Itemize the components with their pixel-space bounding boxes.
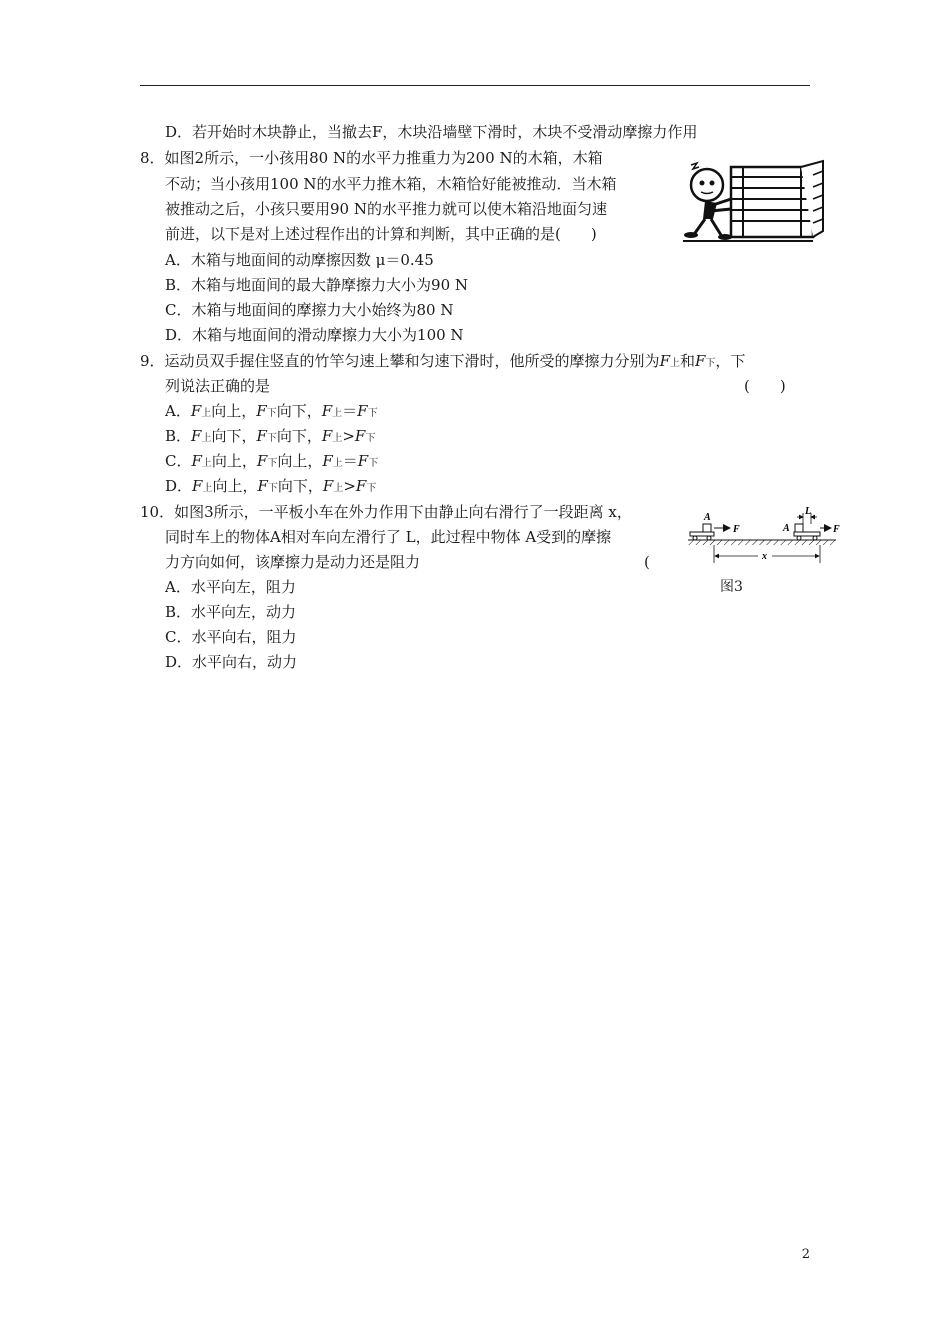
option-text: 向上， xyxy=(212,477,258,495)
subscript-down: 下 xyxy=(266,408,277,419)
q8-option-c: C．木箱与地面间的摩擦力大小始终为80 N xyxy=(165,301,454,319)
child-pushing-crate-figure xyxy=(683,153,828,245)
option-letter: A． xyxy=(165,402,191,420)
subscript-up: 上 xyxy=(669,358,680,369)
subscript-up: 上 xyxy=(201,433,212,444)
option-text: 向上， xyxy=(211,452,257,470)
q8-option-a: A．木箱与地面间的动摩擦因数 μ＝0.45 xyxy=(165,251,434,269)
label-x: x xyxy=(762,551,767,562)
f-symbol: F xyxy=(191,427,202,445)
f-symbol: F xyxy=(321,427,333,445)
subscript-down: 下 xyxy=(366,483,377,494)
q9-option-a xyxy=(165,401,378,424)
label-l: L xyxy=(805,506,812,517)
q10-option-c: C．水平向右，阻力 xyxy=(165,628,297,646)
q8-stem-line2: 不动；当小孩用100 N的水平力推木箱，木箱恰好能被推动．当木箱 xyxy=(165,175,617,193)
option-letter: B． xyxy=(165,427,192,445)
q9-option-d xyxy=(165,476,376,499)
subscript-down: 下 xyxy=(705,358,716,369)
label-f-right: F xyxy=(833,524,840,535)
f-symbol: F xyxy=(357,402,368,420)
f-symbol: F xyxy=(355,477,367,495)
q7-option-d: D．若开始时木块静止，当撤去F，木块沿墙壁下滑时，木块不受滑动摩擦力作用 xyxy=(165,123,698,141)
f-symbol: F xyxy=(357,452,369,470)
q10-stem-line2: 同时车上的物体A相对车向左滑行了 L，此过程中物体 A受到的摩擦 xyxy=(165,528,612,546)
q10-option-d: D．水平向右，动力 xyxy=(165,653,298,671)
q8-stem-line4: 前进，以下是对上述过程作出的计算和判断，其中正确的是( ) xyxy=(165,225,597,243)
q10-stem-line3: 力方向如何，该摩擦力是动力还是阻力 xyxy=(165,553,421,571)
q9-stem-line2: 列说法正确的是 xyxy=(165,377,271,395)
option-text: 向下， xyxy=(276,427,322,445)
subscript-up: 上 xyxy=(332,433,343,444)
q10-answer-paren: ( xyxy=(644,553,650,571)
option-text: 向下， xyxy=(277,477,323,495)
figure-3-caption: 图3 xyxy=(720,579,743,595)
q8-stem-line1: 8．如图2所示，一小孩用80 N的水平力推重力为200 N的木箱，木箱 xyxy=(140,149,603,167)
subscript-down: 下 xyxy=(365,433,376,444)
f-symbol: F xyxy=(190,402,202,420)
q9-stem-text-b: 和 xyxy=(679,352,695,370)
q9-option-c xyxy=(165,451,378,474)
f-symbol: F xyxy=(322,452,333,470)
label-a-left: A xyxy=(704,512,711,523)
option-text: 向下， xyxy=(276,402,322,420)
page-number: 2 xyxy=(801,1247,810,1262)
q9-option-b xyxy=(165,426,375,449)
subscript-up: 上 xyxy=(201,458,212,469)
subscript-up: 上 xyxy=(332,408,343,419)
f-symbol: F xyxy=(256,427,267,445)
option-text: 向上， xyxy=(211,402,257,420)
relation-sign: ＝ xyxy=(342,452,358,470)
f-symbol: F xyxy=(321,402,333,420)
subscript-up: 上 xyxy=(201,408,212,419)
option-letter: C． xyxy=(165,452,192,470)
q9-stem-line1 xyxy=(140,351,745,374)
option-text: 向上， xyxy=(277,452,323,470)
subscript-down: 下 xyxy=(267,458,278,469)
relation-sign: > xyxy=(343,477,356,495)
subscript-down: 下 xyxy=(367,408,378,419)
label-a-right: A xyxy=(783,523,790,534)
relation-sign: > xyxy=(342,427,355,445)
q9-stem-text-c: ，下 xyxy=(715,352,746,370)
q9-stem-text-a: 9．运动员双手握住竖直的竹竿匀速上攀和匀速下滑时，他所受的摩擦力分别为 xyxy=(140,352,660,370)
q10-stem-line1: 10．如图3所示，一平板小车在外力作用下由静止向右滑行了一段距离 x， xyxy=(140,503,632,521)
subscript-up: 上 xyxy=(202,483,213,494)
f-symbol: F xyxy=(256,452,268,470)
f-symbol: F xyxy=(695,352,706,370)
subscript-up: 上 xyxy=(333,483,344,494)
subscript-down: 下 xyxy=(266,433,277,444)
q9-answer-paren: ( ) xyxy=(744,377,786,395)
cart-diagram-figure xyxy=(686,505,844,567)
subscript-down: 下 xyxy=(267,483,278,494)
f-symbol: F xyxy=(659,352,670,370)
f-symbol: F xyxy=(192,477,203,495)
option-letter: D． xyxy=(165,477,193,495)
header-rule xyxy=(140,85,810,86)
q10-option-b: B．水平向左，动力 xyxy=(165,603,297,621)
f-symbol: F xyxy=(257,477,268,495)
f-symbol: F xyxy=(354,427,366,445)
subscript-down: 下 xyxy=(368,458,379,469)
label-f-left: F xyxy=(733,524,740,535)
option-text: 向下， xyxy=(211,427,257,445)
f-symbol: F xyxy=(322,477,334,495)
f-symbol: F xyxy=(256,402,267,420)
relation-sign: ＝ xyxy=(342,402,358,420)
q8-stem-line3: 被推动之后，小孩只要用90 N的水平推力就可以使木箱沿地面匀速 xyxy=(165,200,607,218)
q8-option-b: B．木箱与地面间的最大静摩擦力大小为90 N xyxy=(165,276,469,294)
q10-option-a: A．水平向左，阻力 xyxy=(165,578,296,596)
q8-option-d: D．木箱与地面间的滑动摩擦力大小为100 N xyxy=(165,326,464,344)
subscript-up: 上 xyxy=(332,458,343,469)
f-symbol: F xyxy=(191,452,202,470)
